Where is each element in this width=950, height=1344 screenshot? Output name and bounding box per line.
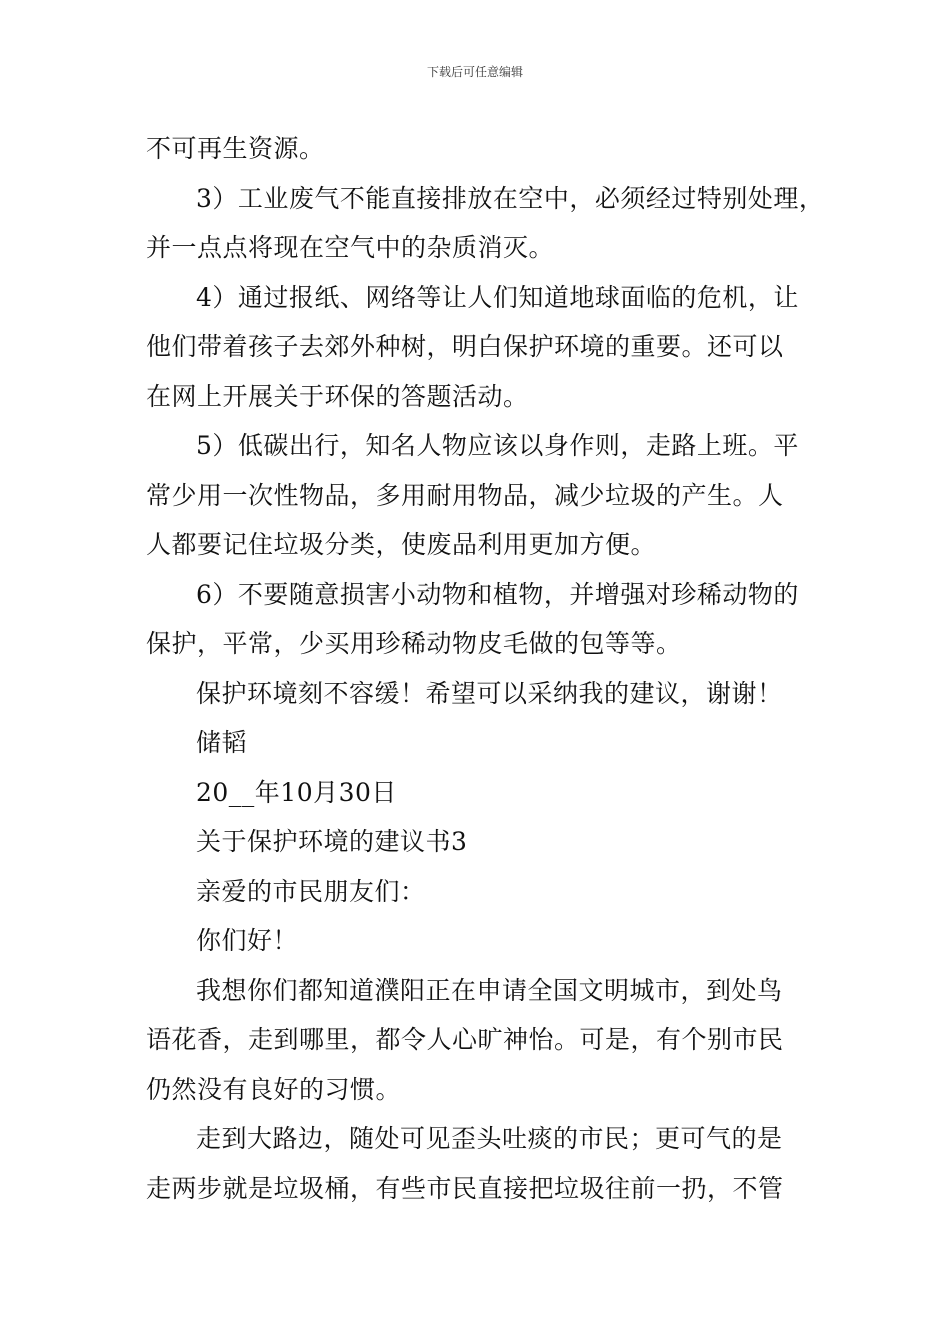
text-line: 常少用一次性物品，多用耐用物品，减少垃圾的产生。人 (146, 480, 784, 510)
text-line: 保护，平常，少买用珍稀动物皮毛做的包等等。 (146, 629, 682, 658)
text-line: 4）通过报纸、网络等让人们知道地球面临的危机，让 (196, 282, 799, 312)
section-title: 关于保护环境的建议书3 (196, 827, 468, 856)
text-line: 仍然没有良好的习惯。 (146, 1074, 402, 1104)
text-line: 并一点点将现在空气中的杂质消灭。 (146, 233, 555, 262)
text-line: 5）低碳出行，知名人物应该以身作则，走路上班。平 (196, 431, 799, 460)
page-header: 下载后可任意编辑 (426, 65, 523, 79)
text-line: 语花香，走到哪里，都令人心旷神怡。可是，有个别市民 (146, 1025, 784, 1054)
document-body (146, 124, 836, 1213)
text-line: 我想你们都知道濮阳正在申请全国文明城市，到处鸟 (196, 975, 783, 1005)
salutation: 亲爱的市民朋友们： (196, 876, 426, 906)
text-line: 在网上开展关于环保的答题活动。 (146, 381, 529, 411)
greeting: 你们好！ (196, 926, 299, 955)
text-line: 他们带着孩子去郊外种树，明白保护环境的重要。还可以 (146, 332, 784, 361)
signature-name: 储韬 (196, 728, 248, 757)
text-line: 保护环境刻不容缓！希望可以采纳我的建议，谢谢！ (196, 678, 783, 708)
text-line: 人都要记住垃圾分类，使废品利用更加方便。 (146, 530, 657, 559)
text-line: 3）工业废气不能直接排放在空中，必须经过特别处理， (196, 183, 825, 213)
signature-date: 20__年10月30日 (196, 777, 397, 807)
text-line: 走到大路边，随处可见歪头吐痰的市民；更可气的是 (196, 1124, 783, 1153)
text-line: 走两步就是垃圾桶，有些市民直接把垃圾往前一扔，不管 (146, 1173, 784, 1203)
text-line: 不可再生资源。 (146, 134, 325, 163)
text-line: 6）不要随意损害小动物和植物，并增强对珍稀动物的 (196, 579, 799, 609)
